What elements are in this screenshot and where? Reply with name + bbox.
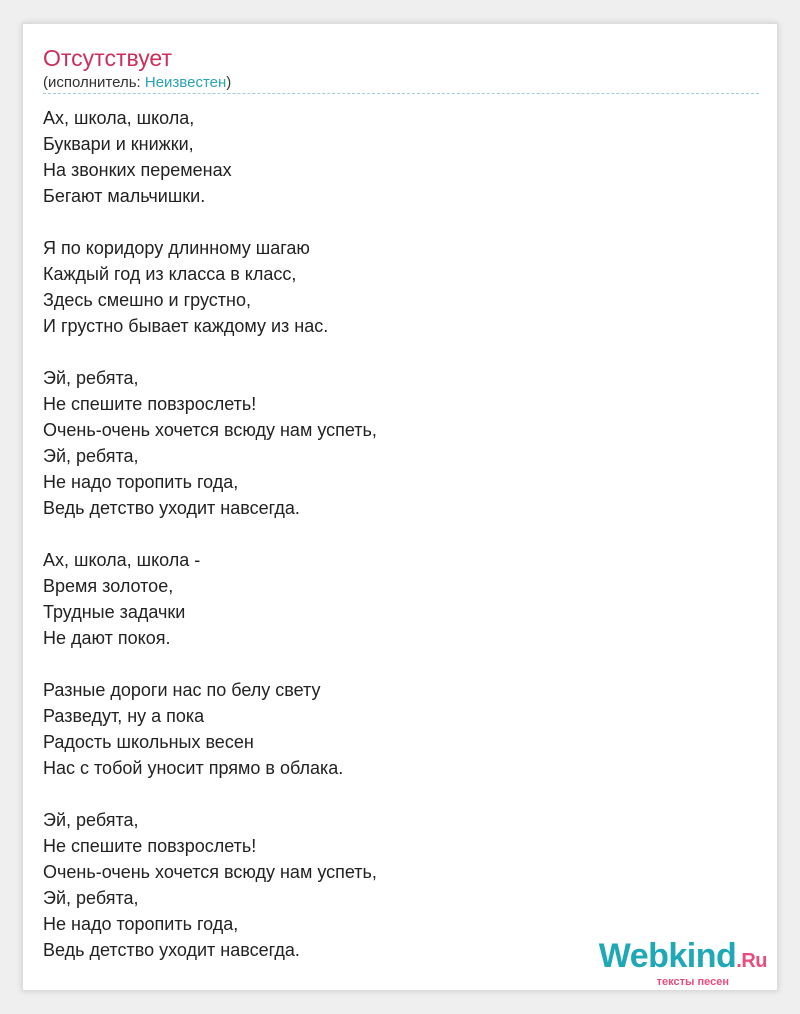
lyrics-line: И грустно бывает каждому из нас. [43, 316, 329, 336]
lyrics-line: Разные дороги нас по белу свету [43, 680, 321, 700]
dashed-divider [43, 93, 759, 94]
lyrics-line: Ах, школа, школа, [43, 108, 195, 128]
site-logo[interactable] [599, 937, 767, 988]
lyrics-line: Я по коридору длинному шагаю [43, 238, 310, 258]
lyrics-line: Разведут, ну а пока [43, 706, 205, 726]
lyrics-line: Ведь детство уходит навсегда. [43, 940, 300, 960]
artist-link[interactable]: Неизвестен [144, 74, 227, 91]
artist-line [43, 73, 231, 93]
lyrics-blank-line [43, 781, 377, 807]
lyrics-blank-line [43, 209, 377, 235]
artist-suffix: ) [226, 74, 232, 91]
lyrics-line: Не спешите повзрослеть! [43, 836, 257, 856]
lyrics-line: Ах, школа, школа - [43, 550, 201, 570]
lyrics-line: Трудные задачки [43, 602, 186, 622]
lyrics-blank-line [43, 651, 377, 677]
lyrics-line: Бегают мальчишки. [43, 186, 206, 206]
lyrics-line: Время золотое, [43, 576, 174, 596]
lyrics-line: Очень-очень хочется всюду нам успеть, [43, 862, 377, 882]
lyrics-line: Ведь детство уходит навсегда. [43, 498, 300, 518]
lyrics-line: Не надо торопить года, [43, 914, 239, 934]
lyrics-line: Буквари и книжки, [43, 134, 194, 154]
lyrics-line: Радость школьных весен [43, 732, 254, 752]
lyrics-line: Эй, ребята, [43, 368, 139, 388]
lyrics-line: Эй, ребята, [43, 888, 139, 908]
lyrics-line: Эй, ребята, [43, 810, 139, 830]
lyrics-blank-line [43, 521, 377, 547]
lyrics-line: На звонких переменах [43, 160, 232, 180]
lyrics-line: Не дают покоя. [43, 628, 171, 648]
lyrics-line: Эй, ребята, [43, 446, 139, 466]
logo-suffix: .Ru [736, 950, 767, 972]
artist-prefix: (исполнитель: [43, 74, 145, 91]
lyrics-line: Каждый год из класса в класс, [43, 264, 297, 284]
logo-tagline: тексты песен [656, 976, 729, 988]
lyrics-line: Не надо торопить года, [43, 472, 239, 492]
lyrics-blank-line [43, 339, 377, 365]
lyrics-card [22, 23, 778, 991]
logo-main-text: Webkind [598, 937, 737, 975]
lyrics-line: Очень-очень хочется всюду нам успеть, [43, 420, 377, 440]
lyrics-text [43, 105, 377, 963]
song-title: Отсутствует [43, 45, 172, 71]
lyrics-line: Здесь смешно и грустно, [43, 290, 251, 310]
lyrics-line: Не спешите повзрослеть! [43, 394, 257, 414]
lyrics-line: Нас с тобой уносит прямо в облака. [43, 758, 344, 778]
